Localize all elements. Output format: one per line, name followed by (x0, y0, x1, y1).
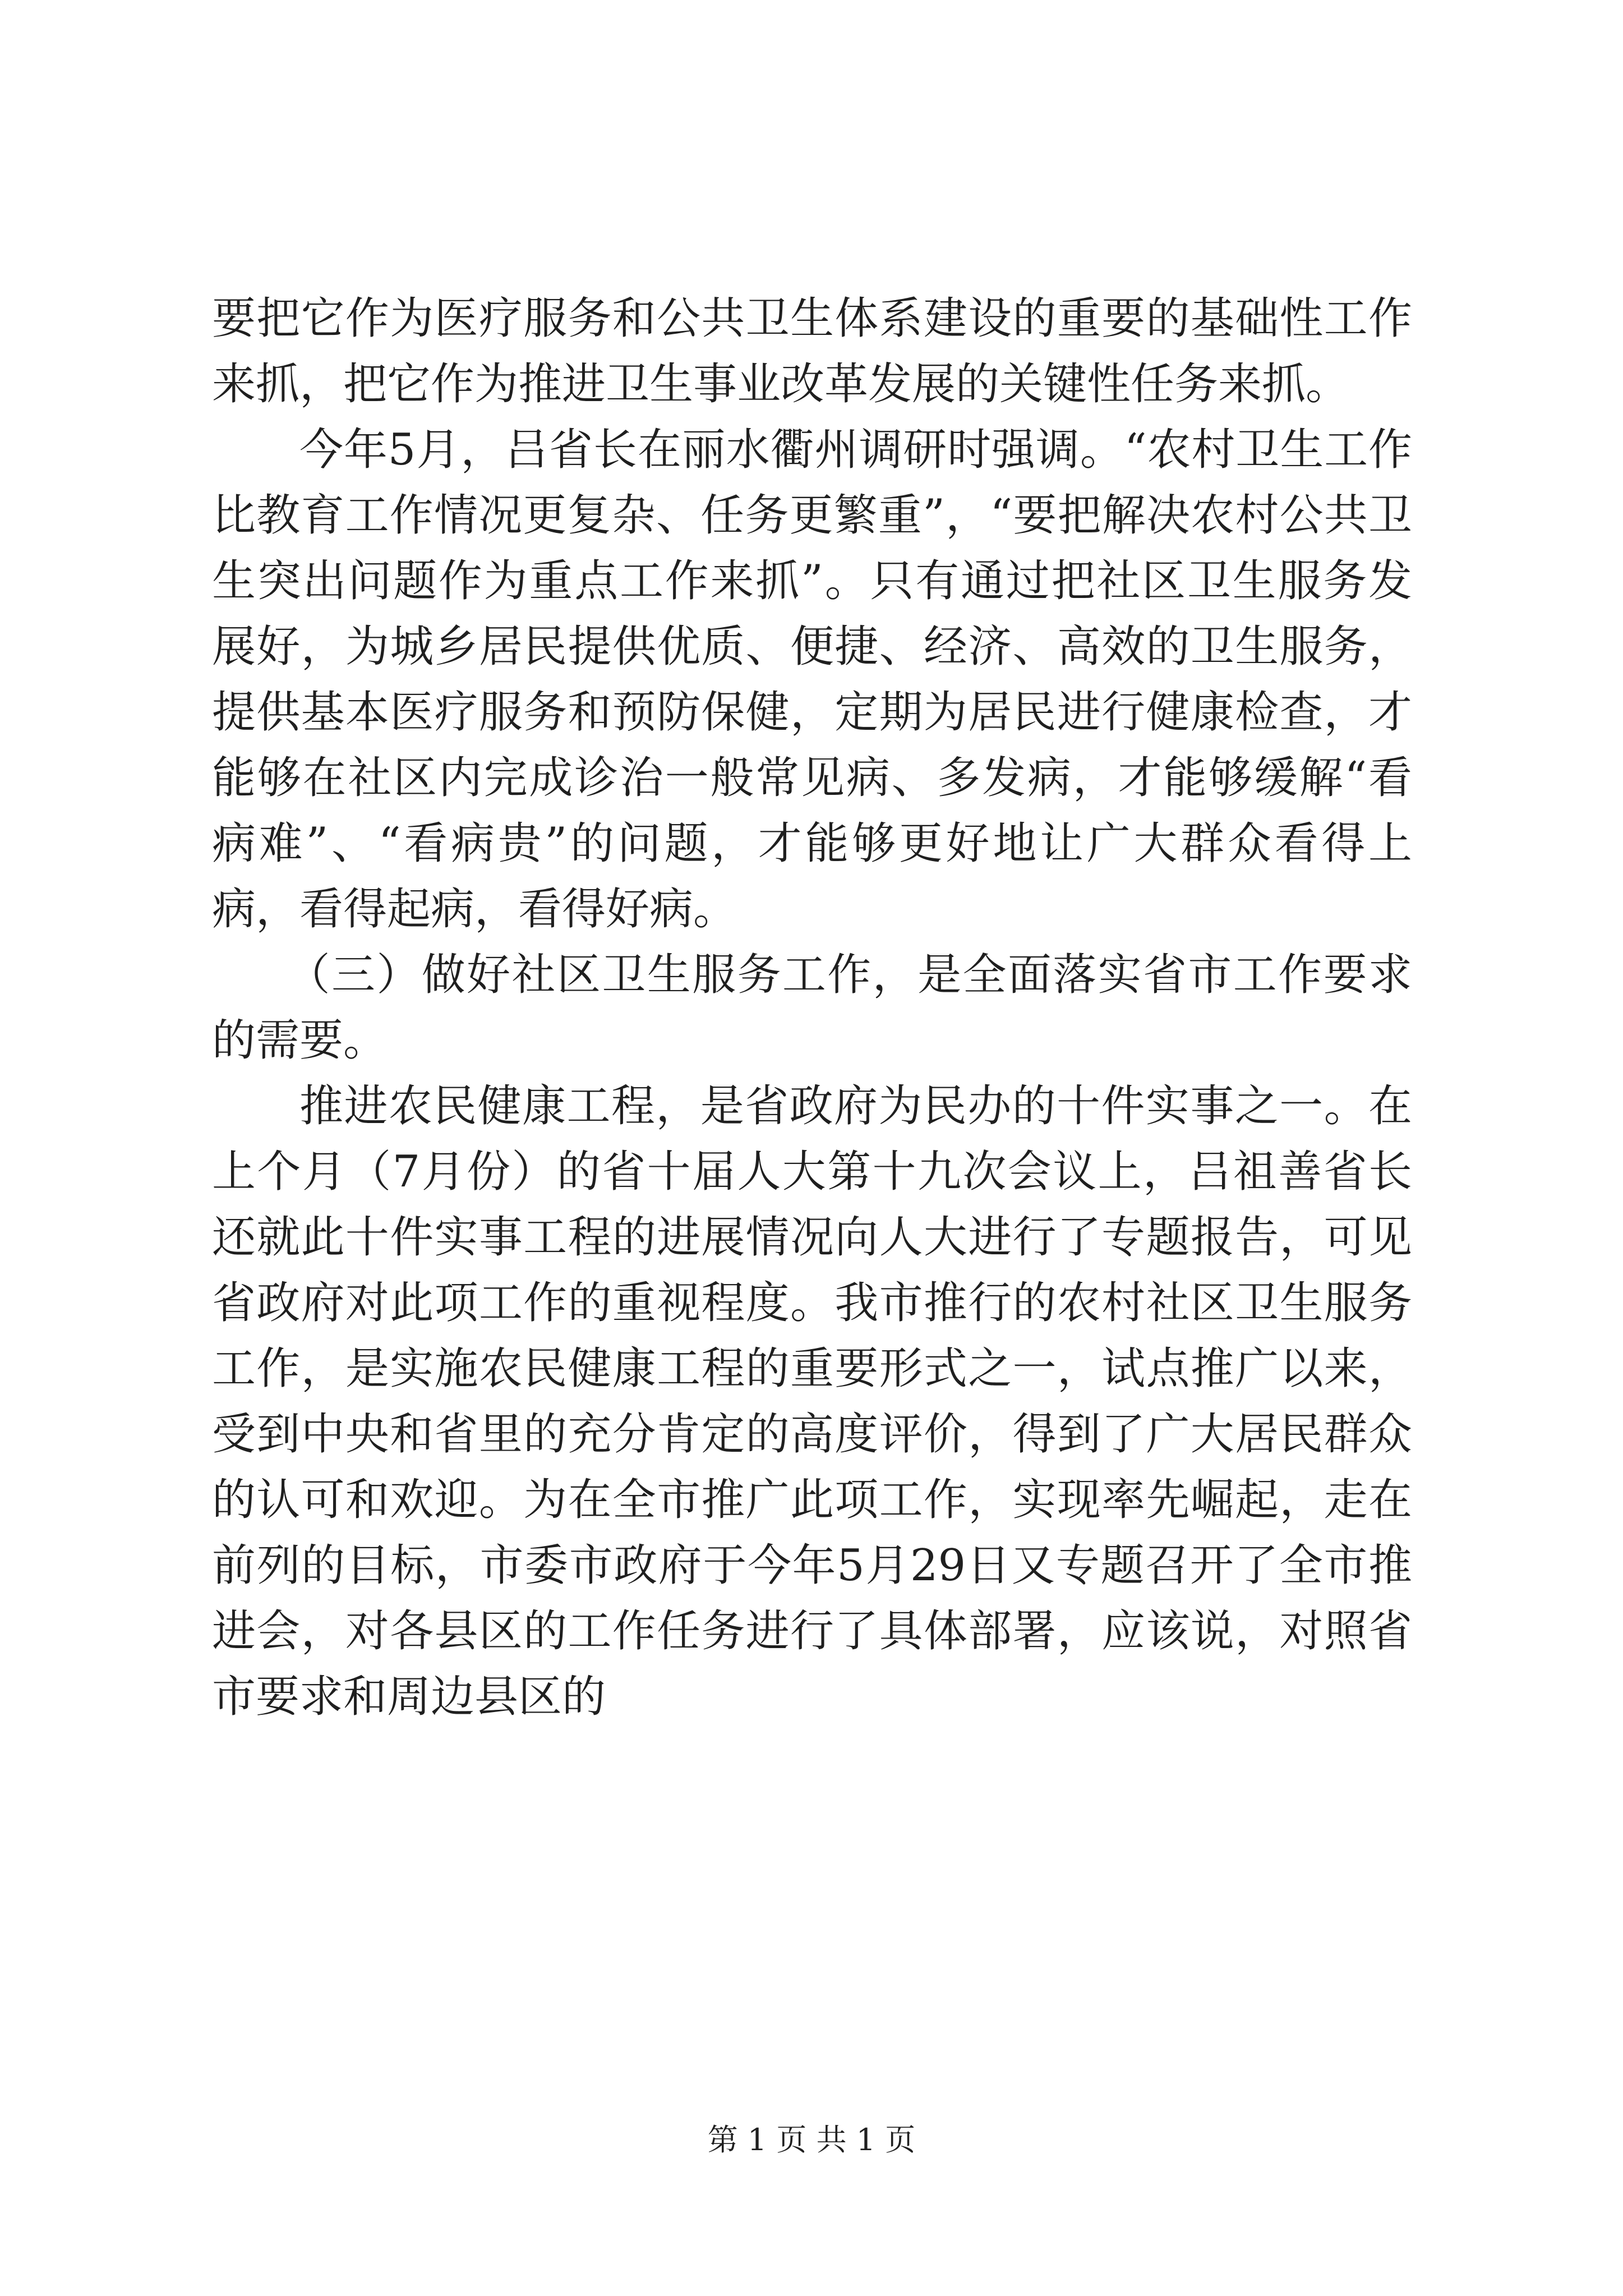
page-number-label: 第 1 页 共 1 页 (707, 2122, 916, 2157)
document-body (212, 286, 1412, 1730)
paragraph-1: 要把它作为医疗服务和公共卫生体系建设的重要的基础性工作来抓，把它作为推进卫生事业改革发展的关键性任务来抓。 (212, 293, 1412, 409)
paragraph-2: 今年5月，吕省长在丽水衢州调研时强调。“农村卫生工作比教育工作情况更复杂、任务更繁重”，“要把解决农村公共卫生突出问题作为重点工作来抓”。只有通过把社区卫生服务发展好，为城乡居民提供优质、便捷、经济、高效的卫生服务，提供基本医疗服务和预防保健，定期为居民进行健康检查，才能够在社区内完成诊治一般常见病、多发病，才能够缓解“看病难”、“看病贵”的问题，才能够更好地让广大群众看得上病，看得起病，看得好病。 (212, 425, 1412, 935)
section-heading-3: （三）做好社区卫生服务工作，是全面落实省市工作要求的需要。 (212, 950, 1412, 1066)
paragraph-4: 推进农民健康工程，是省政府为民办的十件实事之一。在上个月（7月份）的省十届人大第十九次会议上，吕祖善省长还就此十件实事工程的进展情况向人大进行了专题报告，可见省政府对此项工作的重视程度。我市推行的农村社区卫生服务工作，是实施农民健康工程的重要形式之一，试点推广以来，受到中央和省里的充分肯定的高度评价，得到了广大居民群众的认可和欢迎。为在全市推广此项工作，实现率先崛起，走在前列的目标，市委市政府于今年5月29日又专题召开了全市推进会，对各县区的工作任务进行了具体部署，应该说，对照省市要求和周边县区的 (212, 1081, 1412, 1722)
page-footer (0, 2120, 1623, 2160)
